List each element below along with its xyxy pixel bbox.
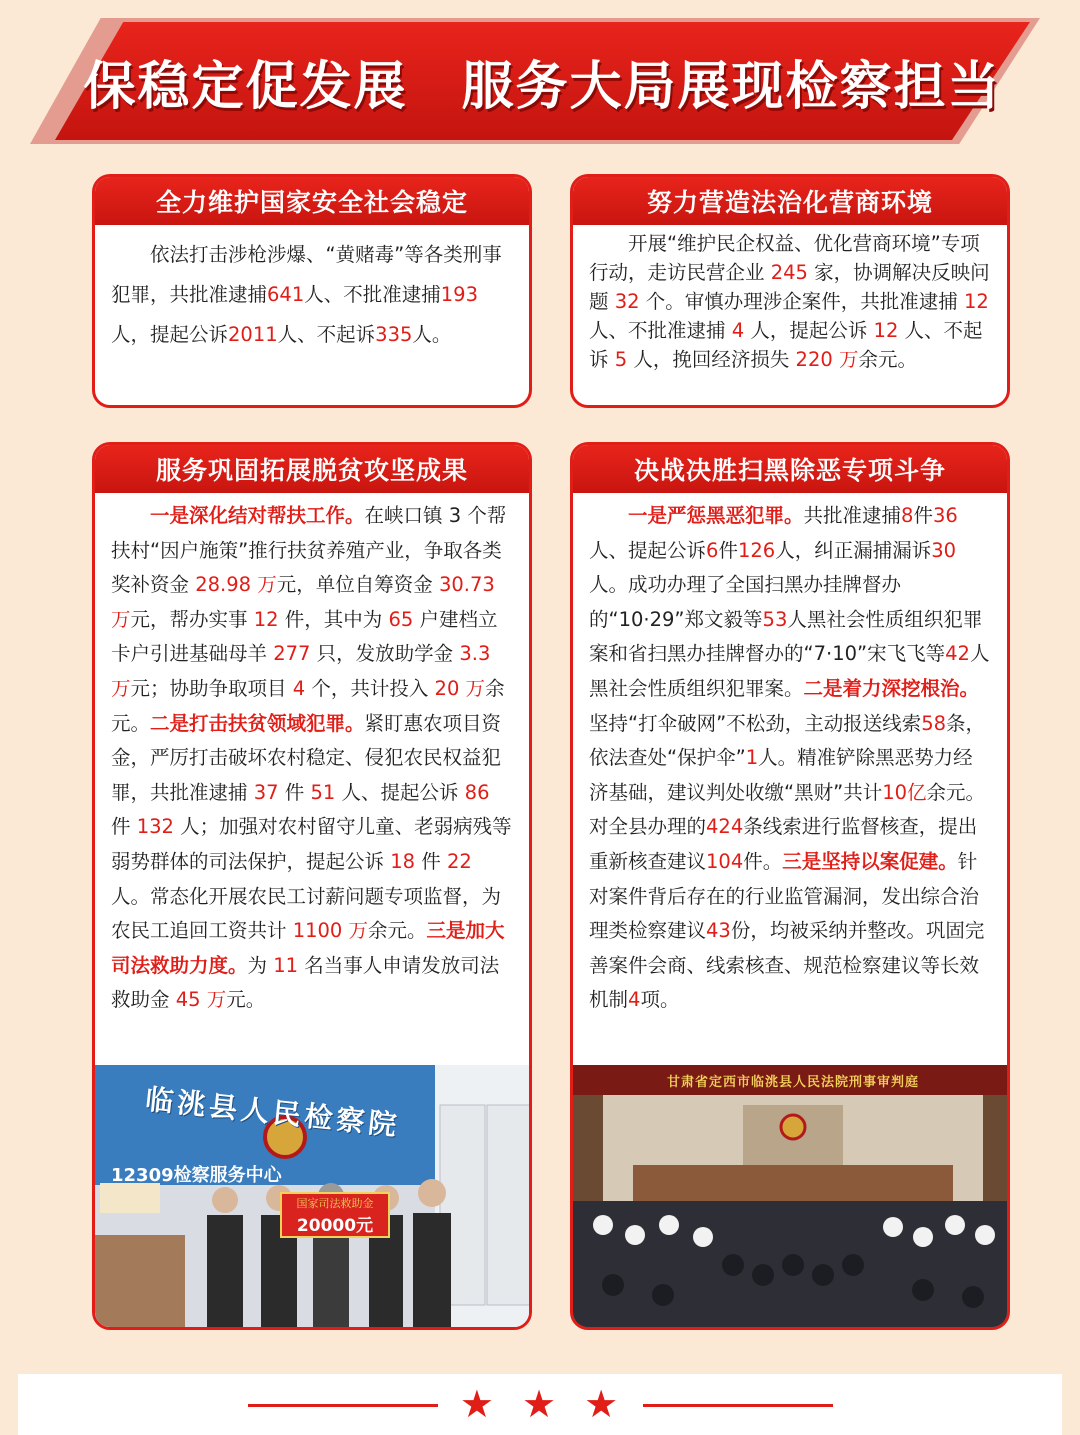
card-business-environment: [570, 174, 1010, 408]
footer: [18, 1374, 1062, 1435]
aid-board-label: 国家司法救助金: [296, 1197, 374, 1210]
footer-divider-right: [643, 1404, 833, 1407]
card-title: 决战决胜扫黑除恶专项斗争: [573, 445, 1007, 493]
card-anti-crime: [570, 442, 1010, 1330]
aid-board-amount: 20000元: [296, 1216, 374, 1236]
card-text: 开展“维护民企权益、优化营商环境”专项行动，走访民营企业 245 家，协调解决反映问题 32 个。审慎办理涉企案件，共批准逮捕 12 人、不批准逮捕 4 人，提起公诉 12 人、不起诉 5 人，挽回经济损失 220 万余元。: [589, 232, 990, 371]
card-poverty-alleviation: [92, 442, 532, 1330]
card-title: 努力营造法治化营商环境: [573, 177, 1007, 225]
card-text: 一是深化结对帮扶工作。在峡口镇 3 个帮扶村“因户施策”推行扶贫养殖产业，争取各类奖补资金 28.98 万元，单位自筹资金 30.73 万元，帮办实事 12 件，其中为 65 户建档立卡户引进基础母羊 277 只，发放助学金 3.3 万元；协助争取项目 4 个，共计投入 20 万余元。二是打击扶贫领域犯罪。紧盯惠农项目资金，严厉打击破坏农村稳定、侵犯农民权益犯罪，共批准逮捕 37 件 51 人、提起公诉 86 件 132 人；加强对农村留守儿童、老弱病残等弱势群体的司法保护，提起公诉 18 件 22 人。常态化开展农民工讨薪问题专项监督，为农民工追回工资共计 1100 万余元。三是加大司法救助力度。为 11 名当事人申请发放司法救助金 45 万元。: [111, 504, 512, 1012]
court-banner-text: 甘肃省定西市临洮县人民法院刑事审判庭: [666, 1075, 919, 1090]
card-national-security: [92, 174, 532, 408]
card-text: 一是严惩黑恶犯罪。共批准逮捕8件36人、提起公诉6件126人，纠正漏捕漏诉30人。成功办理了全国扫黑办挂牌督办的“10·29”郑文毅等53人黑社会性质组织犯罪案和省扫黑办挂牌督办的“7·10”宋飞飞等42人黑社会性质组织犯罪案。二是着力深挖根治。坚持“打伞破网”不松劲，主动报送线索58条，依法查处“保护伞”1人。精准铲除黑恶势力经济基础，建议判处收缴“黑财”共计10亿余元。对全县办理的424条线索进行监督核查，提出重新核查建议104件。三是坚持以案促建。针对案件背后存在的行业监管漏洞，发出综合治理类检察建议43份，均被采纳并整改。巩固完善案件会商、线索核查、规范检察建议等长效机制4项。: [589, 504, 990, 1012]
card-title: 全力维护国家安全社会稳定: [95, 177, 529, 225]
footer-divider-left: [248, 1404, 438, 1407]
photo-sign: 临洮县人民检察院: [143, 1082, 402, 1143]
footer-stars: ★ ★ ★: [459, 1382, 627, 1426]
photo-procuratorate-aid: [95, 1065, 529, 1327]
photo-wall-text: 12309检察服务中心: [111, 1165, 282, 1186]
photo-courtroom: [573, 1065, 1007, 1327]
page-title: 保稳定促发展 服务大局展现检察担当: [83, 56, 1002, 117]
card-title: 服务巩固拓展脱贫攻坚成果: [95, 445, 529, 493]
card-text: 依法打击涉枪涉爆、“黄赌毒”等各类刑事犯罪，共批准逮捕641人、不批准逮捕193人，提起公诉2011人、不起诉335人。: [111, 243, 502, 346]
photo-scene: [573, 1065, 1007, 1327]
